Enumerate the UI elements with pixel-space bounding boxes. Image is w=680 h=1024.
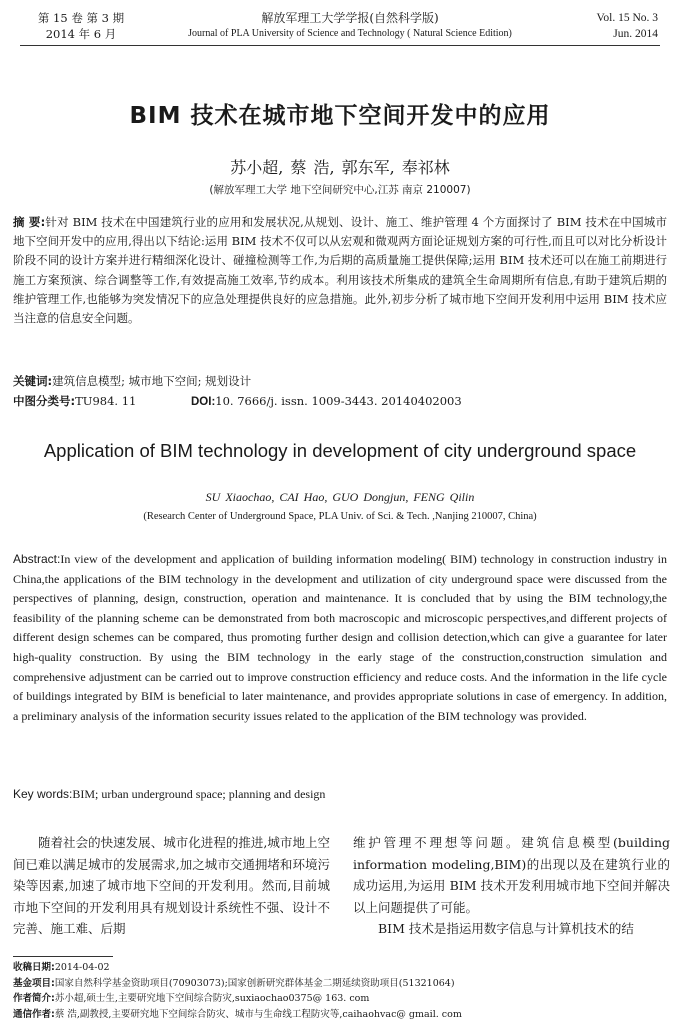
footnote-received-value: 2014-04-02 — [54, 962, 110, 973]
keywords-en-label: Key words: — [13, 787, 73, 801]
keywords-cn-label: 关键词: — [13, 374, 53, 388]
abstract-en-text: In view of the development and application of building information modeling( BIM) technology in construction industry in China,the applications of the BIM technology in the development and utilization of city underground space were discussed from the perspectives of planning, design, construction, operation and maintenance. It is concluded that by using the BIM technology,the feasibility of the planning scheme can be demonstrated from both macroscopic and microscopic perspectives,and different projects of different design schemes can be compared, thus promoting further design and collision detection,which can give a guarantee for later high-quality construction. By using the BIM technology in the early stage of the construction,construction simulation and comprehensive adjustment can be carried out to improve construction efficiency and reduce costs. And the information in the life cycle of buildings integrated by BIM is beneficial to later maintenance, and provides appropriate solutions in case of emergency. In addition, a preliminary analysis of the information security issues related to the application of the BIM technology was provided. — [13, 552, 667, 723]
classification-label: 中图分类号: — [13, 394, 76, 408]
keywords-cn-text: 建筑信息模型; 城市地下空间; 规划设计 — [52, 374, 252, 388]
doi — [191, 392, 462, 412]
footnote-author-value: 苏小超,硕士生,主要研究地下空间综合防灾,suxiaochao0375@ 163. com — [54, 993, 370, 1004]
keywords-en — [13, 785, 667, 803]
authors-cn: 苏小超, 蔡 浩, 郭东军, 奉祁林 — [230, 158, 450, 177]
running-header — [20, 8, 660, 46]
paper-title-en: Application of BIM technology in development of city underground space — [43, 440, 637, 461]
footnote-received-label: 收稿日期: — [13, 962, 55, 973]
footnote-corresponding-value: 蔡 浩,副教授,主要研究地下空间综合防灾、城市与生命线工程防灾等,caihaohvac@ gmail. com — [54, 1008, 462, 1020]
header-journal-en: Journal of PLA University of Science and Technology ( Natural Science Edition) — [188, 28, 512, 39]
affiliation-cn: (解放军理工大学 地下空间研究中心,江苏 南京 210007) — [209, 184, 471, 196]
header-volume-en: Vol. 15 No. 3 — [596, 12, 658, 24]
footnote-fund-value: 国家自然科学基金资助项目(70903073);国家创新研究群体基金二期延续资助项目(51321064) — [54, 977, 455, 989]
doi-label: DOI: — [191, 396, 216, 408]
keywords-cn — [13, 372, 667, 391]
footnote-divider — [13, 956, 113, 957]
footnote-author — [13, 991, 667, 1007]
classification-value: TU984. 11 — [75, 394, 137, 408]
footnotes — [13, 960, 667, 1022]
footnote-author-label: 作者简介: — [13, 993, 55, 1004]
header-journal — [150, 10, 550, 42]
header-issue-cn — [26, 10, 136, 42]
body-column-right — [353, 832, 670, 940]
body-paragraph: 随着社会的快速发展、城市化进程的推进,城市地上空间已难以满足城市的发展需求,加之城市交通拥堵和环境污染等因素,加速了城市地下空间的开发利用。然而,目前城市地下空间的开发利用具有规划设计系统性不强、设计不完善、施工难、后期 — [13, 835, 330, 937]
body-paragraph: BIM 技术是指运用数字信息与计算机技术的结 — [378, 921, 634, 937]
footnote-corresponding-label: 通信作者: — [13, 1008, 55, 1020]
classification-line — [13, 392, 667, 411]
body-column-left — [13, 832, 330, 940]
doi-value: 10. 7666/j. issn. 1009-3443. 20140402003 — [215, 394, 462, 408]
footnote-fund-label: 基金项目: — [13, 977, 55, 989]
affiliation-en: (Research Center of Underground Space, PLA Univ. of Sci. & Tech. ,Nanjing 210007, China) — [143, 511, 537, 522]
paper-title-cn: BIM 技术在城市地下空间开发中的应用 — [129, 103, 551, 129]
header-date-cn: 2014 年 6 月 — [45, 27, 117, 41]
abstract-cn-label: 摘 要: — [13, 215, 46, 229]
body-paragraph-continued: 维护管理不理想等问题。建筑信息模型(building information modeling,BIM)的出现以及在建筑行业的成功运用,为运用 BIM 技术开发利用城市地下空间并解决以上问题提供了可能。 — [353, 835, 670, 915]
footnote-received — [13, 960, 667, 976]
header-journal-cn: 解放军理工大学学报(自然科学版) — [261, 11, 439, 25]
keywords-en-text: BIM; urban underground space; planning and design — [72, 787, 326, 801]
footnote-corresponding — [13, 1007, 667, 1023]
abstract-en — [13, 550, 667, 726]
abstract-en-label: Abstract: — [13, 552, 61, 566]
header-issue-en — [597, 10, 658, 42]
header-date-en: Jun. 2014 — [613, 28, 658, 40]
footnote-fund — [13, 976, 667, 992]
abstract-cn-text: 针对 BIM 技术在中国建筑行业的应用和发展状况,从规划、设计、施工、维护管理 4 个方面探讨了 BIM 技术在中国城市地下空间开发中的应用,得出以下结论:运用 BIM 技术不仅可以从宏观和微观两方面论证规划方案的可行性,而且可以对比分析设计阶段不同的设计方案并进行精细深化设计、碰撞检测等工作,为后期的高质量施工提供保障;运用 BIM 技术还可以在施工前期进行施工方案预演、综合调整等工作,有效提高施工效率,节约成本。利用该技术所集成的建筑全生命周期所有信息,有助于建筑后期的维护管理工作,也能够为突发情况下的应急处理提供良好的应急措施。此外,初步分析了城市地下空间开发利用中运用 BIM 技术应当注意的信息安全问题。 — [13, 215, 668, 326]
header-volume-cn: 第 15 卷 第 3 期 — [37, 11, 125, 25]
authors-en: SU Xiaochao, CAI Hao, GUO Dongjun, FENG Qilin — [205, 490, 475, 504]
abstract-cn — [13, 213, 667, 328]
